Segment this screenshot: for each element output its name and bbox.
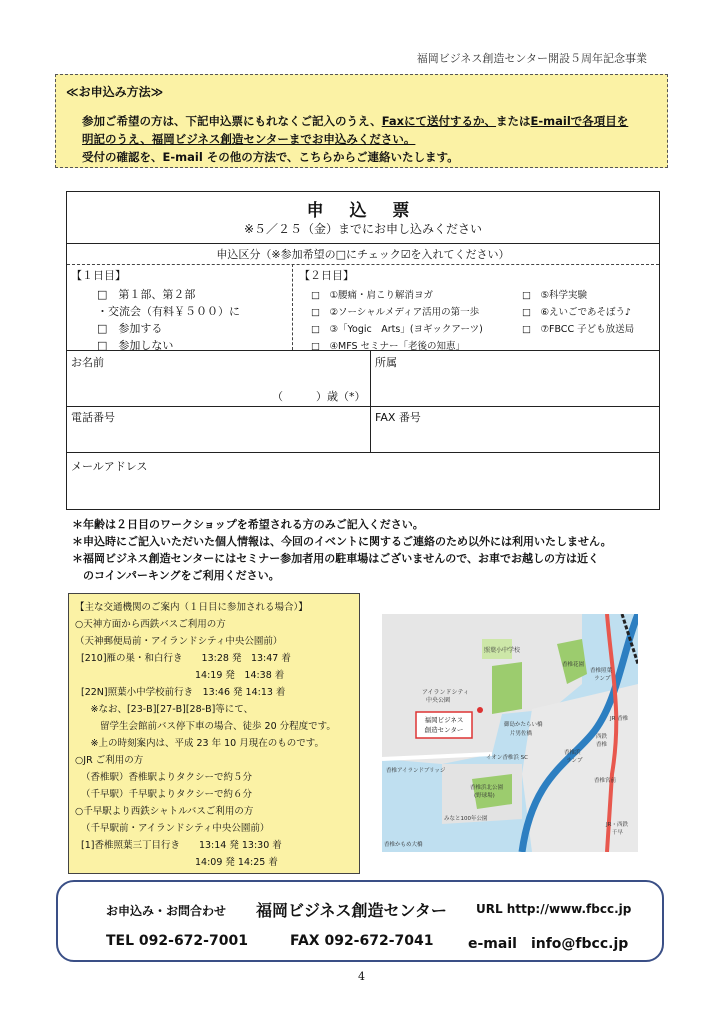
contact-label: お申込み・お問合わせ <box>106 904 227 918</box>
note-age: ＊年齢は２日目のワークショップを希望される方のみご記入ください。 <box>72 518 424 531</box>
day2-option-5[interactable]: □ ⑤科学実験 <box>522 290 587 301</box>
day1-option-not-attend[interactable]: □ 参加しない <box>97 339 174 352</box>
page-number: 4 <box>358 970 365 983</box>
fax-field-label: FAX 番号 <box>375 411 421 424</box>
map-label-school: 照葉小中学校 <box>484 647 521 654</box>
map-label-ramp-2: ランプ <box>566 758 583 764</box>
event-header-note: 福岡ビジネス創造センター開設５周年記念事業 <box>416 52 647 65</box>
map-label-nishitetsu: 西鉄 <box>596 734 608 740</box>
day2-option-4[interactable]: □ ④MFS セミナー「老後の知恵」 <box>311 341 466 352</box>
transport-line: 14:19 発 14:38 着 <box>81 670 285 681</box>
method-line1-email: E-mailで各項目を <box>530 114 629 128</box>
map-label-hamapark: 香椎浜北公園 <box>470 785 504 791</box>
category-divider <box>67 264 659 265</box>
transport-line: （天神郵便局前・アイランドシティ中央公園前） <box>75 636 283 647</box>
application-method-line-1 <box>82 113 628 129</box>
map-label-bridge: 香椎アイランドブリッジ <box>386 768 446 774</box>
day2-option-7[interactable]: □ ⑦FBCC 子ども放送局 <box>522 324 635 335</box>
map-label-jr-chihaya: JR・西鉄 <box>606 822 628 828</box>
transport-line: [1]香椎照葉三丁目行き 13:14 発 13:30 着 <box>81 840 282 851</box>
map-label-nishitetsu-2: 香椎 <box>596 742 608 748</box>
transport-line: ○千早駅より西鉄シャトルバスご利用の方 <box>75 806 254 817</box>
contact-tel: TEL 092-672-7001 <box>106 933 248 949</box>
form-divider <box>67 243 659 244</box>
transport-line: [22N]照葉小中学校前行き 13:46 発 14:13 着 <box>81 687 286 698</box>
email-field-label: メールアドレス <box>71 460 148 473</box>
form-title: 申 込 票 <box>306 201 420 221</box>
day1-label: 【１日目】 <box>71 269 126 282</box>
map-label-kashii-hana: 香椎花園 <box>562 662 585 668</box>
transport-title: 【主な交通機関のご案内（１日目に参加される場合）】 <box>75 602 308 613</box>
method-line1-a: 参加ご希望の方は、下記申込票にもれなくご記入のうえ、 <box>82 114 382 128</box>
map-label-kamome: 香椎かもめ大橋 <box>384 842 423 848</box>
category-label: 申込区分（※参加希望の□にチェック☑を入れてください） <box>216 248 510 261</box>
map-label-jr-kashii: JR 香椎 <box>610 716 629 722</box>
map-label-shotai-2: ランプ <box>594 676 611 682</box>
map-label-katao: 片男佐橋 <box>510 731 533 737</box>
transport-line: ※上の時刻案内は、平成 23 年 10 月現在のものです。 <box>81 738 324 749</box>
method-line2-text: 明記のうえ、福岡ビジネス創造センターまでお申込みください。 <box>82 132 416 146</box>
day2-option-2[interactable]: □ ②ソーシャルメディア活用の第一歩 <box>311 307 480 318</box>
transport-line: 留学生会館前バス停下車の場合、徒歩 20 分程度です。 <box>81 721 336 732</box>
map-label-park-2: 中央公園 <box>426 697 451 704</box>
map-hama-park <box>472 774 512 809</box>
contact-fax: FAX 092-672-7041 <box>290 933 434 949</box>
form-col-divider <box>370 350 371 452</box>
map-label-fbcc-2: 創造センター <box>424 726 464 734</box>
day2-option-3[interactable]: □ ③「Yogic Arts」(ヨギックアーツ) <box>311 324 483 335</box>
transport-info-box <box>68 593 360 874</box>
day2-option-1[interactable]: □ ①腰痛・肩こり解消ヨガ <box>311 290 433 301</box>
form-deadline: ※５／２５（金）までにお申し込みください <box>243 222 483 236</box>
access-map <box>382 614 638 852</box>
application-method-line-3: 受付の確認を、E-mail その他の方法で、こちらからご連絡いたします。 <box>82 150 459 164</box>
transport-line: ○JR ご利用の方 <box>75 755 144 766</box>
map-park <box>492 662 522 714</box>
transport-line: [210]雁の巣・和白行き 13:28 発 13:47 着 <box>81 653 291 664</box>
map-label-kashii-miya: 香椎宮前 <box>594 778 617 784</box>
form-row-divider-3 <box>67 452 659 453</box>
application-method-title: ≪お申込み方法≫ <box>66 85 164 99</box>
age-field-label[interactable]: （ ）歳（*） <box>272 390 366 403</box>
application-method-line-2 <box>82 131 415 147</box>
note-parking-cont: のコインパーキングをご利用ください。 <box>72 569 280 582</box>
form-row-divider-1 <box>67 350 659 351</box>
transport-line: ○天神方面から西鉄バスご利用の方 <box>75 619 226 630</box>
day-divider <box>292 264 293 350</box>
map-label-fbcc-1: 福岡ビジネス <box>424 716 464 724</box>
transport-line: （香椎駅）香椎駅よりタクシーで約５分 <box>81 772 253 783</box>
map-label-kataibashi: 御島かたらい橋 <box>504 722 543 728</box>
map-label-aeon: イオン香椎浜 SC <box>486 755 528 761</box>
application-form <box>66 191 660 510</box>
contact-org: 福岡ビジネス創造センター <box>256 901 447 920</box>
day1-option-sessions[interactable]: □ 第１部、第２部 <box>97 288 196 301</box>
transport-line: （千早駅）千早駅よりタクシーで約６分 <box>81 789 253 800</box>
name-field-label: お名前 <box>71 356 104 369</box>
note-parking: ＊福岡ビジネス創造センターにはセミナー参加者用の駐車場はございませんので、お車でお越しの方は近く <box>72 552 600 565</box>
map-label-park: アイランドシティ <box>422 689 469 696</box>
contact-email[interactable]: e-mail info@fbcc.jp <box>468 936 629 952</box>
contact-box <box>56 880 664 962</box>
method-line1-fax: Faxにて送付するか、 <box>381 114 497 128</box>
transport-line: ※なお、[23-B][27-B][28-B]等にて、 <box>81 704 254 715</box>
affiliation-field-label: 所属 <box>375 356 397 369</box>
day1-option-attend[interactable]: □ 参加する <box>97 322 163 335</box>
map-label-jr-chihaya-2: 千早 <box>612 830 624 836</box>
transport-line: （千早駅前・アイランドシティ中央公園前） <box>81 823 270 834</box>
method-line1-or: または <box>496 114 531 128</box>
map-fbcc-marker <box>477 707 483 713</box>
phone-field-label: 電話番号 <box>71 411 115 424</box>
day1-networking-label: ・交流会（有料￥５００）に <box>97 305 240 318</box>
note-privacy: ＊申込時にご記入いただいた個人情報は、今回のイベントに関するご連絡のため以外には利用いたしません。 <box>72 535 612 548</box>
contact-url[interactable]: URL http://www.fbcc.jp <box>476 902 632 916</box>
map-label-shotai: 香椎照葉 <box>590 668 613 674</box>
day2-label: 【２日目】 <box>299 269 354 282</box>
application-method-box <box>55 74 668 168</box>
map-label-minato: みなと100年公園 <box>444 816 488 822</box>
day2-option-6[interactable]: □ ⑥えいごであそぼう♪ <box>522 307 632 318</box>
transport-line: 14:09 発 14:25 着 <box>81 857 278 868</box>
map-label-ramp: 香椎浜 <box>564 750 581 756</box>
form-row-divider-2 <box>67 406 659 407</box>
map-label-hamapark-2: (野球場) <box>474 793 495 799</box>
